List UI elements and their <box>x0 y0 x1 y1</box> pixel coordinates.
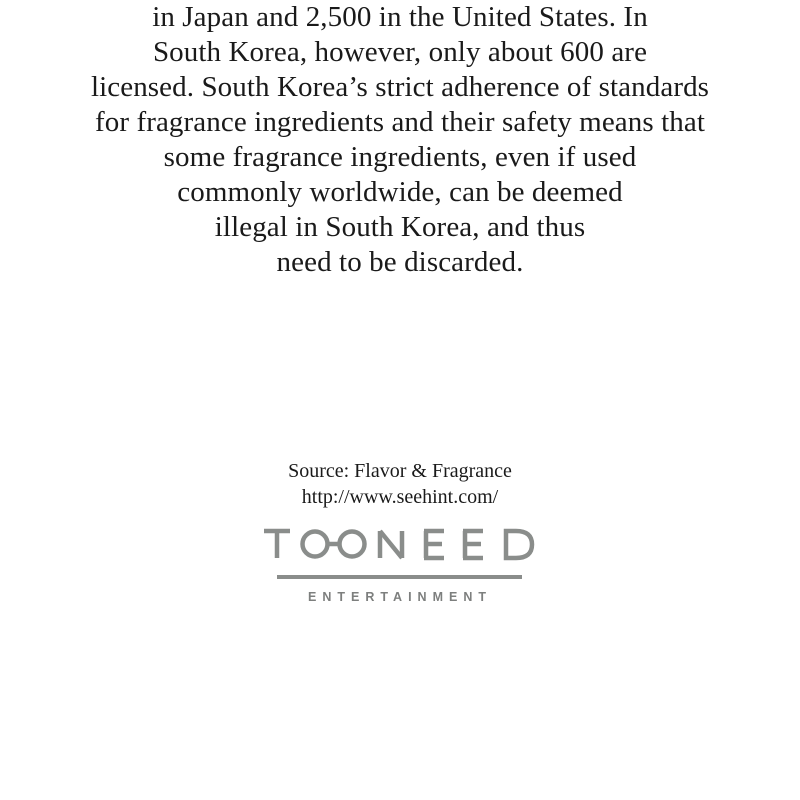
logo-divider <box>277 575 522 579</box>
article-line: licensed. South Korea’s strict adherence of standards <box>90 71 710 103</box>
article-line: for fragrance ingredients and their safety means that <box>94 106 705 138</box>
tooneed-logo <box>260 522 540 612</box>
article-line: need to be discarded. <box>276 246 524 278</box>
source-url: http://www.seehint.com/ <box>301 486 499 508</box>
article-text <box>0 0 800 280</box>
source-label: Source: Flavor & Fragrance <box>288 460 512 482</box>
logo-tagline: ENTERTAINMENT <box>307 590 493 604</box>
source-credit <box>0 458 800 510</box>
article-line: in Japan and 2,500 in the United States. In <box>152 1 648 33</box>
tooneed-logo-mark <box>260 522 540 612</box>
article-line: commonly worldwide, can be deemed <box>177 176 623 208</box>
article-line: some fragrance ingredients, even if used <box>163 141 637 173</box>
article-line: South Korea, however, only about 600 are <box>152 36 648 68</box>
article-line: illegal in South Korea, and thus <box>214 211 586 243</box>
